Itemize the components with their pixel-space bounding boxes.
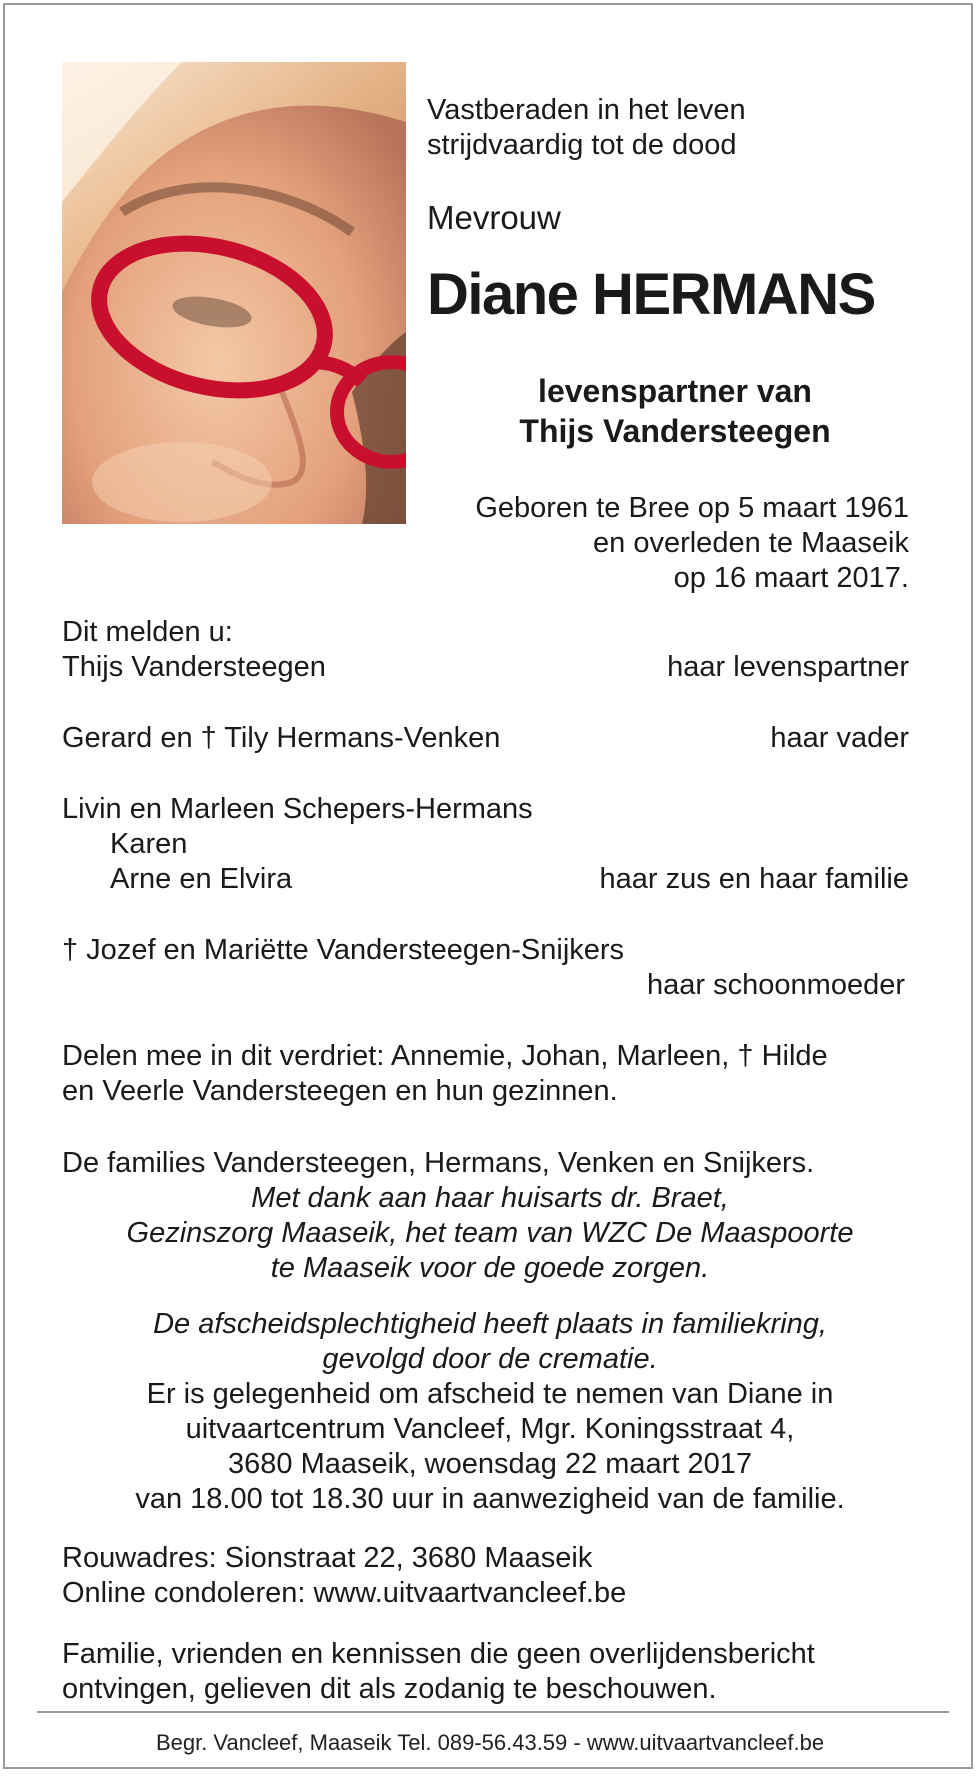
partner-line: levenspartner van (538, 373, 812, 409)
partner-block (435, 371, 915, 451)
obituary-card (3, 3, 973, 1769)
thanks-line: Met dank aan haar huisarts dr. Braet, (251, 1182, 729, 1214)
family-name: Livin en Marleen Schepers-Hermans (62, 793, 533, 825)
visitation-line: Er is gelegenheid om afscheid te nemen van Diane in (146, 1378, 834, 1410)
family-name: Karen (110, 828, 188, 860)
online-condolence: Online condoleren: www.uitvaartvancleef.be (62, 1577, 627, 1609)
birth-death-block (475, 491, 909, 596)
notice-line: Familie, vrienden en kennissen die geen overlijdensbericht (62, 1638, 815, 1670)
families-line: De families Vandersteegen, Hermans, Venken en Snijkers. (62, 1147, 815, 1179)
motto-line: strijdvaardig tot de dood (427, 129, 737, 161)
notice-line: ontvingen, gelieven dit als zodanig te beschouwen. (62, 1673, 717, 1705)
birth-line: Geboren te Bree op 5 maart 1961 (475, 492, 909, 524)
share-line: en Veerle Vandersteegen en hun gezinnen. (62, 1075, 618, 1107)
visitation-line: 3680 Maaseik, woensdag 22 maart 2017 (228, 1448, 752, 1480)
family-name: Arne en Elvira (110, 863, 293, 895)
family-relation: haar schoonmoeder (647, 969, 905, 1001)
death-date-line: op 16 maart 2017. (673, 562, 909, 594)
title: Mevrouw (427, 199, 561, 236)
footer-credit: Begr. Vancleef, Maaseik Tel. 089-56.43.59 - www.uitvaartvancleef.be (155, 1730, 825, 1755)
family-relation: haar vader (770, 722, 909, 754)
ceremony-line: De afscheidsplechtigheid heeft plaats in familiekring, (153, 1308, 827, 1340)
ceremony-line: gevolgd door de crematie. (322, 1343, 658, 1375)
family-relation: haar zus en haar familie (599, 863, 909, 895)
family-name: Thijs Vandersteegen (62, 651, 326, 683)
family-name: Gerard en † Tily Hermans-Venken (62, 722, 501, 754)
motto (427, 93, 746, 163)
visitation-line: van 18.00 tot 18.30 uur in aanwezigheid van de familie. (135, 1483, 845, 1515)
deceased-name: Diane HERMANS (427, 262, 875, 327)
announce-intro: Dit melden u: (62, 616, 233, 648)
family-relation: haar levenspartner (667, 651, 909, 683)
mourning-address: Rouwadres: Sionstraat 22, 3680 Maaseik (62, 1542, 593, 1574)
thanks-line: te Maaseik voor de goede zorgen. (270, 1252, 710, 1284)
footer-divider (37, 1711, 949, 1713)
death-place-line: en overleden te Maaseik (593, 527, 909, 559)
partner-line: Thijs Vandersteegen (519, 413, 831, 449)
thanks-line: Gezinszorg Maaseik, het team van WZC De Maaspoorte (126, 1217, 854, 1249)
motto-line: Vastberaden in het leven (427, 94, 746, 126)
family-name: † Jozef en Mariëtte Vandersteegen-Snijkers (62, 934, 625, 966)
portrait-photo (62, 62, 406, 524)
visitation-line: uitvaartcentrum Vancleef, Mgr. Koningsstraat 4, (185, 1413, 795, 1445)
share-line: Delen mee in dit verdriet: Annemie, Johan, Marleen, † Hilde (62, 1040, 828, 1072)
